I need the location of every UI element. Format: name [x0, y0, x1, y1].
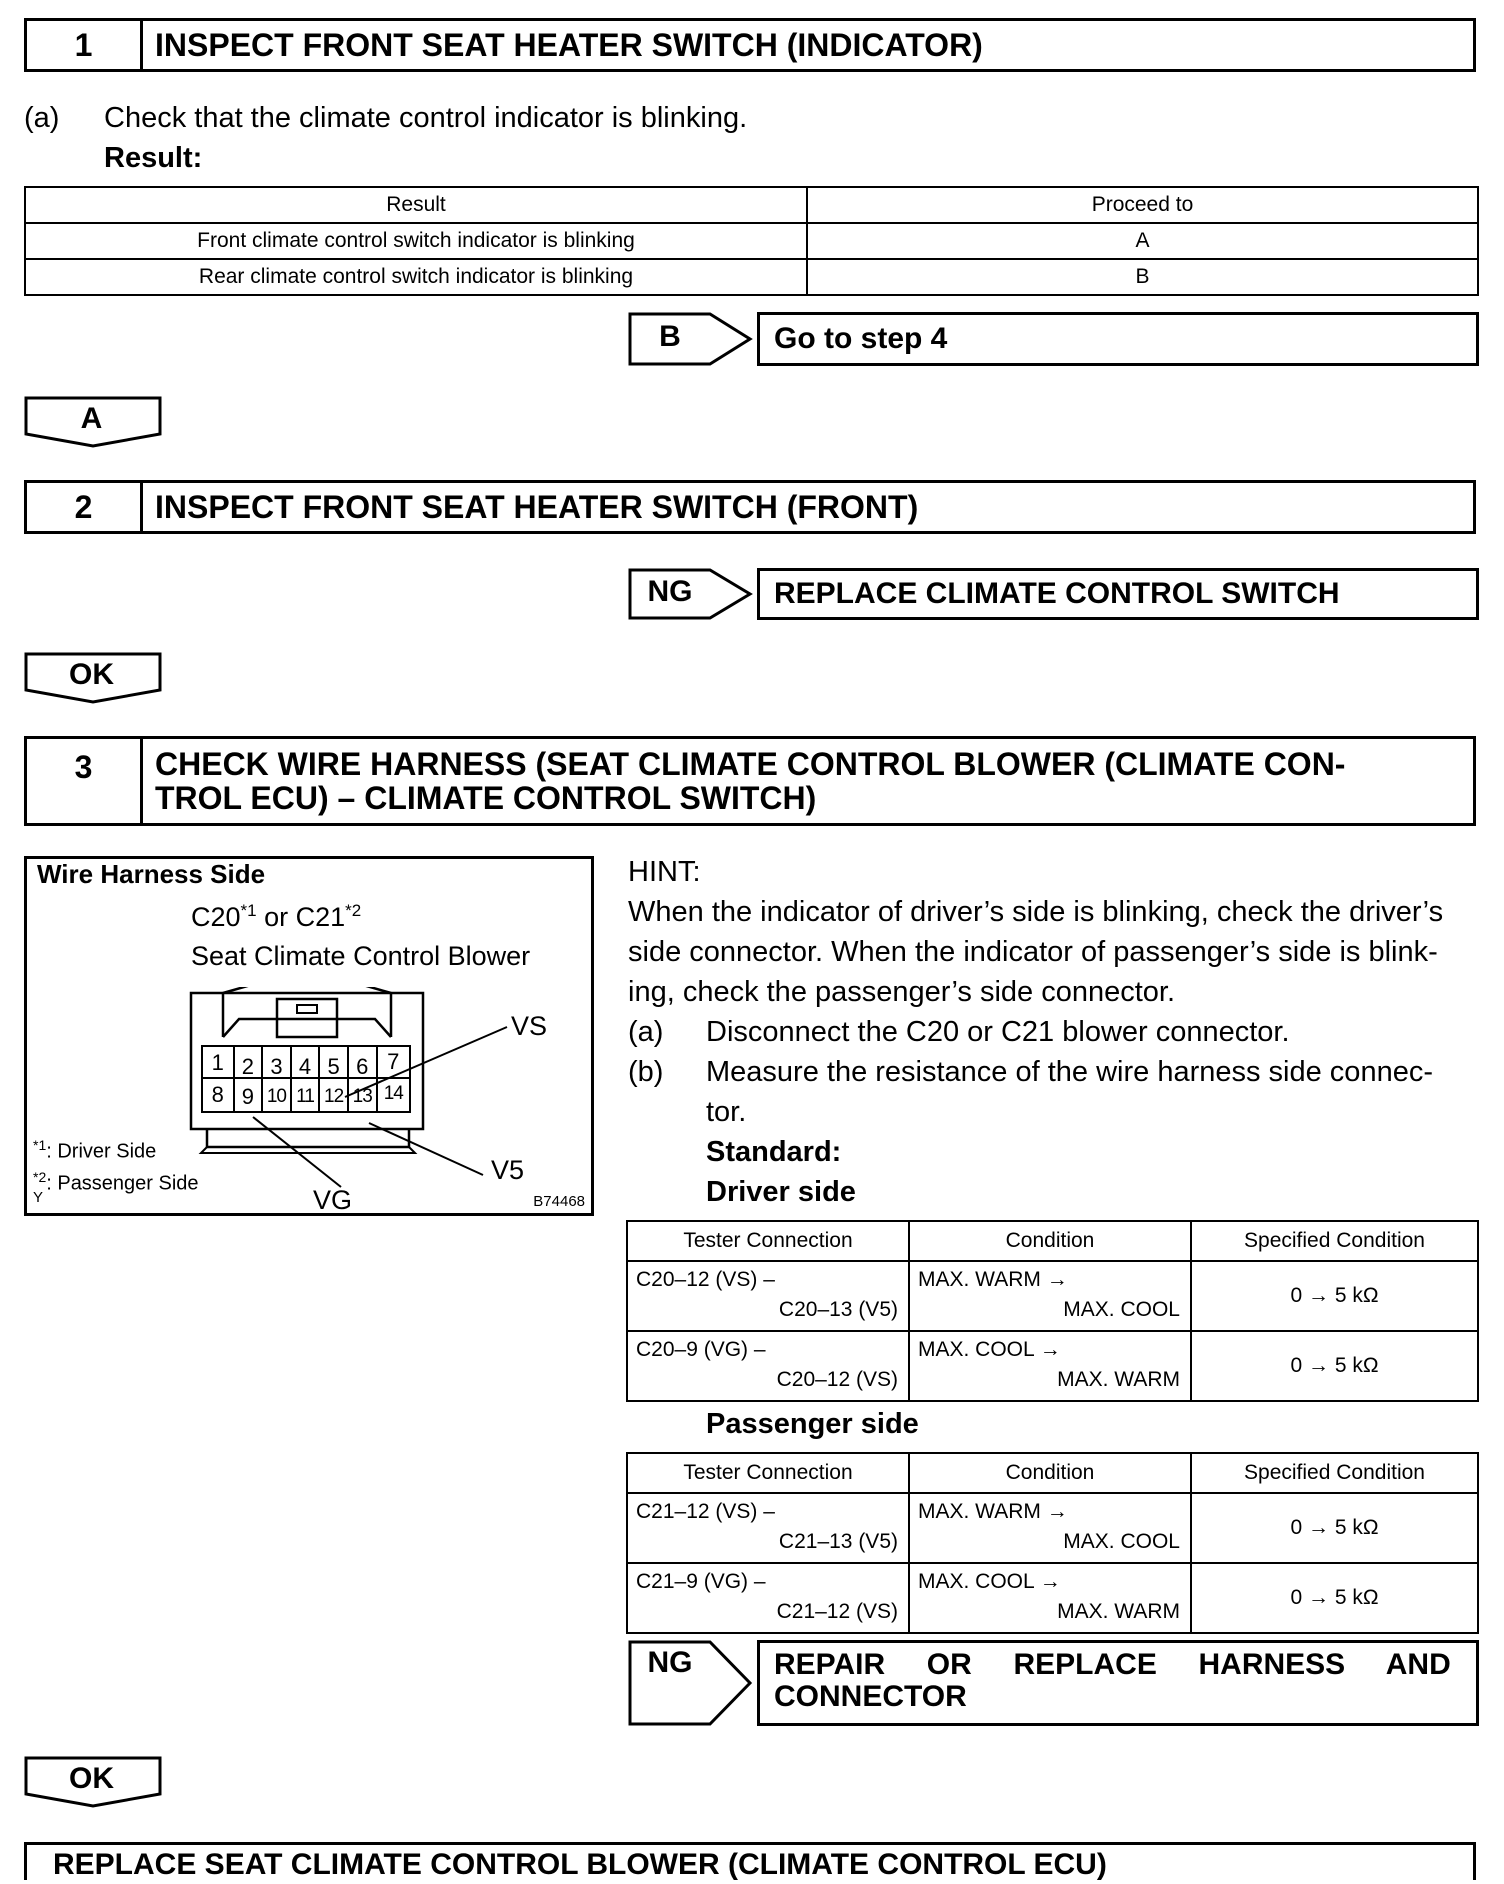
table-cell: Front climate control switch indicator is blinking — [25, 223, 807, 259]
table-row — [627, 1563, 1478, 1633]
cell-line: MAX. COOL — [1063, 1298, 1180, 1321]
item-b-text: Measure the resistance of the wire harness side connec- — [706, 1056, 1433, 1088]
pin: 9 — [235, 1079, 264, 1113]
tester-connection-cell — [627, 1261, 909, 1331]
step-title-line: TROL ECU) – CLIMATE CONTROL SWITCH) — [155, 780, 817, 816]
pin: 4 — [292, 1045, 321, 1079]
step-2-header — [24, 480, 1476, 534]
header-cell: Specified Condition — [1191, 1221, 1478, 1261]
cell-line: MAX. WARM → — [918, 1500, 1068, 1523]
next-tab-a — [24, 396, 164, 448]
cell-line: C21–12 (VS) — [776, 1600, 898, 1623]
result-label: Result: — [104, 142, 203, 174]
cell-line: C20–12 (VS) — [776, 1368, 898, 1391]
step-number: 2 — [27, 483, 143, 531]
pin: 3 — [263, 1045, 292, 1079]
cell-line: C21–13 (V5) — [778, 1530, 898, 1553]
step-1-item-a-marker: (a) — [24, 102, 60, 134]
cell-line: MAX. WARM — [1057, 1368, 1180, 1391]
step-title: INSPECT FRONT SEAT HEATER SWITCH (FRONT) — [155, 489, 919, 525]
header-cell: Condition — [909, 1453, 1191, 1493]
step-title: INSPECT FRONT SEAT HEATER SWITCH (INDICATOR) — [155, 27, 983, 63]
header-cell: Specified Condition — [1191, 1453, 1478, 1493]
result-table — [24, 186, 1479, 296]
step-1-header — [24, 18, 1476, 72]
table-header-row — [627, 1453, 1478, 1493]
pin: 10 — [263, 1079, 292, 1113]
table-cell: B — [807, 259, 1478, 295]
step-number: 3 — [27, 739, 143, 823]
box-line: CONNECTOR — [774, 1680, 967, 1713]
cell-line: C20–13 (V5) — [778, 1298, 898, 1321]
connector-a: C20 — [191, 902, 241, 932]
cell-line: C21–12 (VS) – — [636, 1500, 775, 1523]
condition-cell — [909, 1261, 1191, 1331]
wire-harness-diagram — [24, 856, 594, 1216]
header-cell: Condition — [909, 1221, 1191, 1261]
tester-connection-cell — [627, 1331, 909, 1401]
standard-label: Standard: — [706, 1136, 842, 1168]
next-label: OK — [69, 658, 114, 691]
next-label: A — [80, 402, 103, 435]
pin: 8 — [201, 1079, 235, 1113]
tester-connection-cell — [627, 1563, 909, 1633]
branch-ng-tab — [628, 568, 753, 620]
pin: 6 — [349, 1045, 378, 1079]
branch-ng-tab — [628, 1640, 753, 1726]
table-header-row — [627, 1221, 1478, 1261]
next-tab-ok — [24, 1756, 164, 1808]
note-passenger-side — [33, 1169, 199, 1196]
table-row — [627, 1261, 1478, 1331]
condition-cell — [909, 1331, 1191, 1401]
go-to-step-4-box: Go to step 4 — [757, 312, 1479, 366]
hint-line: side connector. When the indicator of passenger’s side is blink- — [628, 936, 1438, 968]
cell-line: MAX. COOL → — [918, 1570, 1061, 1593]
pin: 11 — [292, 1079, 321, 1113]
driver-side-table — [626, 1220, 1479, 1402]
condition-cell — [909, 1493, 1191, 1563]
branch-label: B — [659, 320, 681, 353]
step-3-header — [24, 736, 1476, 826]
note-mark: *2 — [33, 1169, 47, 1185]
branch-label: NG — [647, 575, 693, 608]
step-title-line: CHECK WIRE HARNESS (SEAT CLIMATE CONTROL BLOWER (CLIMATE CON- — [155, 746, 1346, 782]
note-ref: *2 — [345, 901, 362, 920]
note-mark: *1 — [33, 1137, 47, 1153]
next-label: OK — [69, 1762, 114, 1795]
table-cell: Rear climate control switch indicator is blinking — [25, 259, 807, 295]
table-row — [627, 1493, 1478, 1563]
note-driver-side — [33, 1137, 156, 1164]
diagram-heading: Wire Harness Side — [37, 859, 266, 889]
cell-line: C20–12 (VS) – — [636, 1268, 775, 1291]
final-action-box: REPLACE SEAT CLIMATE CONTROL BLOWER (CLIMATE CONTROL ECU) — [24, 1842, 1476, 1880]
label-vg: VG — [313, 1185, 353, 1215]
cell-line: C21–9 (VG) – — [636, 1570, 766, 1593]
note-text: : Passenger Side — [46, 1172, 199, 1195]
specified-condition-cell: 0 → 5 kΩ — [1191, 1563, 1478, 1633]
specified-condition-cell: 0 → 5 kΩ — [1191, 1331, 1478, 1401]
replace-switch-box: REPLACE CLIMATE CONTROL SWITCH — [757, 568, 1479, 620]
header-cell: Tester Connection — [627, 1221, 909, 1261]
item-b-text: tor. — [706, 1096, 747, 1128]
table-header-row — [25, 187, 1478, 223]
box-line: REPAIR OR REPLACE HARNESS AND — [774, 1648, 1451, 1681]
specified-condition-cell: 0 → 5 kΩ — [1191, 1261, 1478, 1331]
pin: 1 — [201, 1045, 235, 1079]
branch-b-tab — [628, 312, 753, 366]
passenger-side-label: Passenger side — [706, 1408, 919, 1440]
cell-line: MAX. COOL → — [918, 1338, 1061, 1361]
specified-condition-cell: 0 → 5 kΩ — [1191, 1493, 1478, 1563]
next-tab-ok — [24, 652, 164, 704]
pin: 7 — [378, 1045, 412, 1079]
step-title — [143, 739, 1473, 823]
diagram-code: B74468 — [533, 1193, 585, 1210]
pin: 12 — [320, 1079, 349, 1113]
table-cell: A — [807, 223, 1478, 259]
tester-connection-cell — [627, 1493, 909, 1563]
label-v5: V5 — [491, 1155, 525, 1185]
pin: 5 — [320, 1045, 349, 1079]
note-y: Y — [33, 1189, 44, 1206]
cell-line: MAX. WARM → — [918, 1268, 1068, 1291]
branch-label: NG — [647, 1646, 693, 1679]
item-a-marker: (a) — [628, 1016, 664, 1048]
header-cell-result: Result — [25, 187, 807, 223]
hint-label: HINT: — [628, 856, 701, 888]
hint-line: When the indicator of driver’s side is blinking, check the driver’s — [628, 896, 1444, 928]
note-text: : Driver Side — [46, 1140, 157, 1163]
table-row — [25, 223, 1478, 259]
pin: 14 — [378, 1079, 412, 1113]
header-cell-proceed: Proceed to — [807, 187, 1478, 223]
pin: 13 — [349, 1079, 378, 1113]
connector-or: or — [256, 902, 296, 932]
item-b-marker: (b) — [628, 1056, 664, 1088]
cell-line: MAX. WARM — [1057, 1600, 1180, 1623]
repair-harness-box — [757, 1640, 1479, 1726]
label-vs: VS — [511, 1011, 548, 1041]
cell-line: C20–9 (VG) – — [636, 1338, 766, 1361]
cell-line: MAX. COOL — [1063, 1530, 1180, 1553]
condition-cell — [909, 1563, 1191, 1633]
component-name: Seat Climate Control Blower — [191, 941, 531, 971]
table-row — [25, 259, 1478, 295]
pin: 2 — [235, 1045, 264, 1079]
step-number: 1 — [27, 21, 143, 69]
item-a-text: Disconnect the C20 or C21 blower connector. — [706, 1016, 1290, 1048]
step-1-item-a-text: Check that the climate control indicator is blinking. — [104, 102, 748, 134]
connector-b: C21 — [295, 902, 346, 932]
hint-line: ing, check the passenger’s side connector. — [628, 976, 1176, 1008]
driver-side-label: Driver side — [706, 1176, 856, 1208]
passenger-side-table — [626, 1452, 1479, 1634]
header-cell: Tester Connection — [627, 1453, 909, 1493]
table-row — [627, 1331, 1478, 1401]
note-ref: *1 — [240, 901, 257, 920]
